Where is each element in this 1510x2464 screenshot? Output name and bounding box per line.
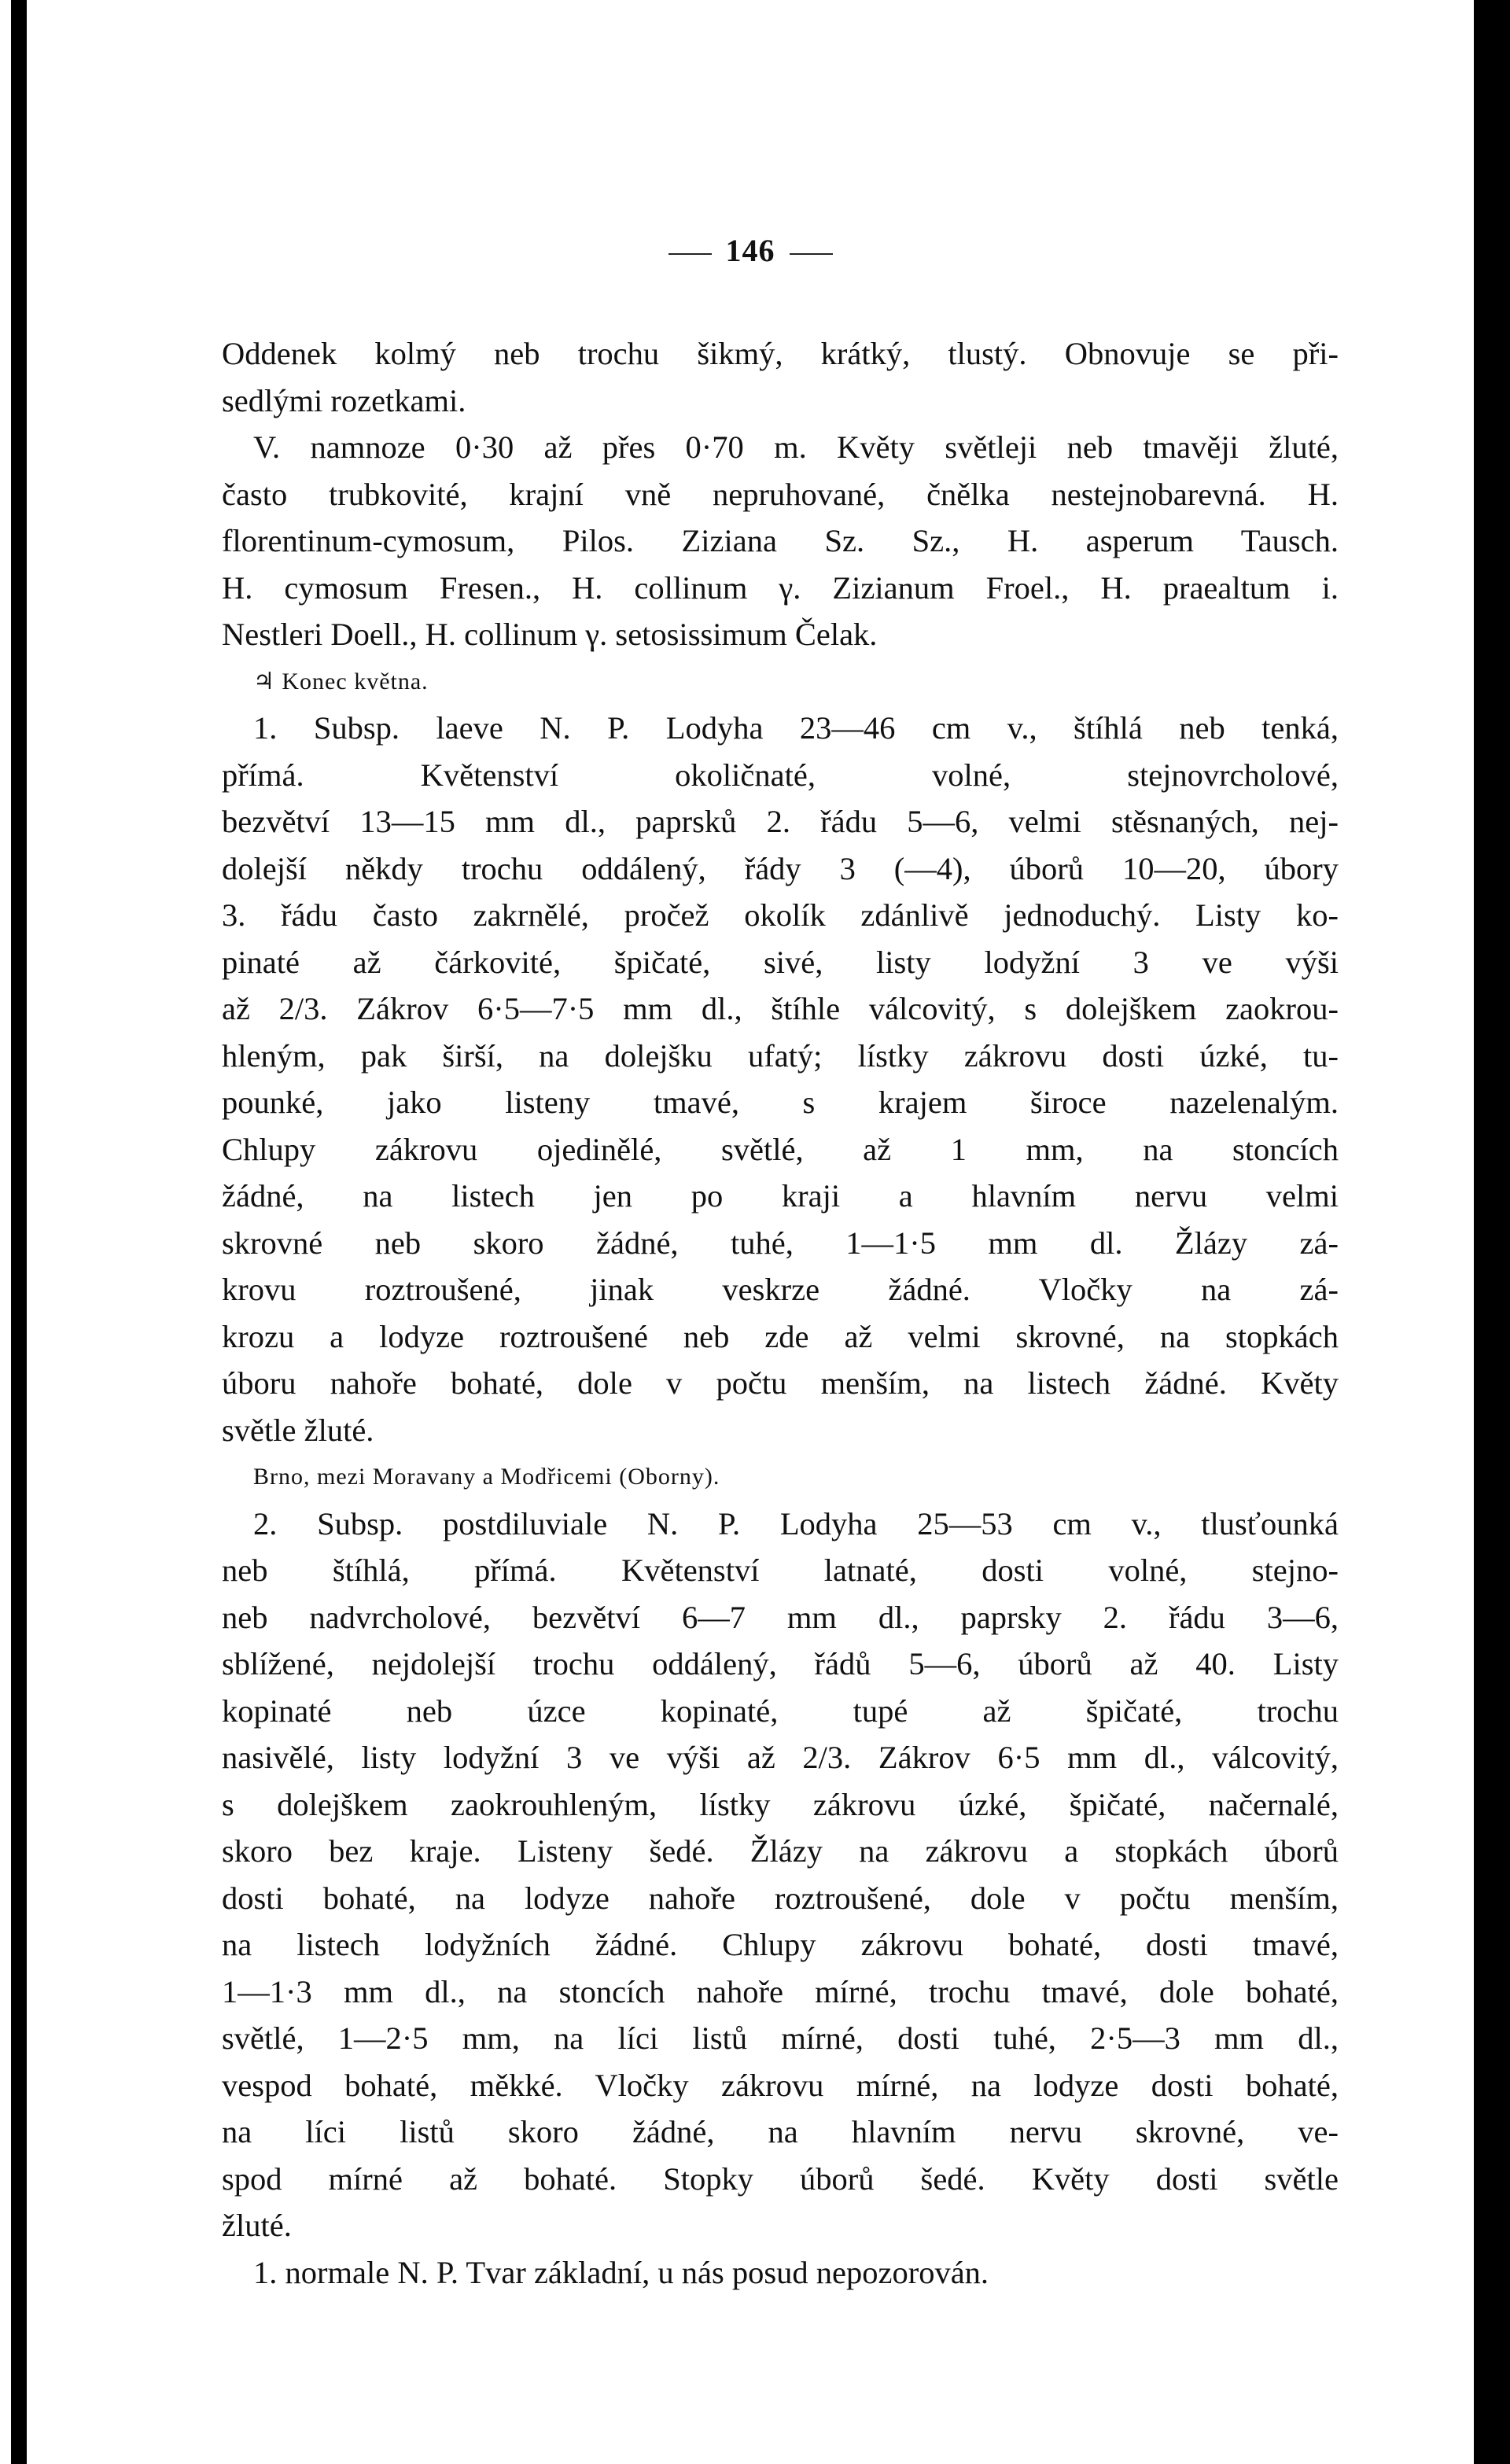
subspecies-heading: 1. Subsp. laeve N. P. Lodyha 23—46 cm v., štíhlá neb tenká, bbox=[253, 710, 1339, 746]
text-line: florentinum-cymosum, Pilos. Ziziana Sz. Sz., H. asperum Tausch. bbox=[222, 523, 1339, 558]
text-line: neb nadvrcholové, bezvětví 6—7 mm dl., paprsky 2. řádu 3—6, bbox=[222, 1599, 1339, 1635]
text-line: V. namnoze 0·30 až přes 0·70 m. Květy světleji neb tmavěji žluté, bbox=[253, 429, 1339, 465]
text-line: sedlými rozetkami. bbox=[222, 382, 466, 418]
text-line: H. cymosum Fresen., H. collinum γ. Zizianum Froel., H. praealtum i. bbox=[222, 569, 1339, 606]
dash-left bbox=[668, 253, 712, 255]
text-line: Chlupy zákrovu ojedinělé, světlé, až 1 mm, na stoncích bbox=[222, 1131, 1339, 1167]
text-line: dolejší někdy trochu oddálený, řády 3 (—4), úborů 10—20, úbory bbox=[222, 850, 1339, 886]
text-line: skrovné neb skoro žádné, tuhé, 1—1·5 mm dl. Žlázy zá- bbox=[222, 1225, 1339, 1261]
text-line: žluté. bbox=[222, 2208, 292, 2243]
locality-note: Brno, mezi Moravany a Modřicemi (Oborny). bbox=[253, 1464, 720, 1490]
text-line: pounké, jako listeny tmavé, s krajem široce nazelenalým. bbox=[222, 1085, 1339, 1120]
dash-right bbox=[790, 253, 833, 255]
text-line: neb štíhlá, přímá. Květenství latnaté, dosti volné, stejno- bbox=[222, 1552, 1339, 1588]
text-line: na líci listů skoro žádné, na hlavním nervu skrovné, ve- bbox=[222, 2114, 1339, 2149]
text-line: hleným, pak širší, na dolejšku ufatý; lístky zákrovu dosti úzké, tu- bbox=[222, 1037, 1339, 1074]
page-text bbox=[222, 330, 1339, 2296]
text-line: pinaté až čárkovité, špičaté, sivé, listy lodyžní 3 ve výši bbox=[222, 944, 1339, 980]
text-line: až 2/3. Zákrov 6·5—7·5 mm dl., štíhle válcovitý, s dolejškem zaokrou- bbox=[222, 991, 1339, 1026]
text-line: Nestleri Doell., H. collinum γ. setosissimum Čelak. bbox=[222, 617, 878, 652]
text-line: s dolejškem zaokrouhleným, lístky zákrovu úzké, špičaté, načernalé, bbox=[222, 1786, 1339, 1822]
text-line: 1—1·3 mm dl., na stoncích nahoře mírné, trochu tmavé, dole bohaté, bbox=[222, 1973, 1339, 2009]
text-line: žádné, na listech jen po kraji a hlavním nervu velmi bbox=[222, 1178, 1339, 1214]
text-line: krovu roztroušené, jinak veskrze žádné. Vločky na zá- bbox=[222, 1272, 1339, 1307]
text-line: přímá. Květenství okoličnaté, volné, stejnovrcholové, bbox=[222, 757, 1339, 793]
text-line: skoro bez kraje. Listeny šedé. Žlázy na zákrovu a stopkách úborů bbox=[222, 1833, 1339, 1869]
page-number: 146 bbox=[27, 232, 1474, 269]
text-line: 3. řádu často zakrnělé, pročež okolík zdánlivě jednoduchý. Listy ko- bbox=[222, 897, 1339, 933]
text-line: světlé, 1—2·5 mm, na líci listů mírné, dosti tuhé, 2·5—3 mm dl., bbox=[222, 2020, 1339, 2056]
text-line: úboru nahoře bohaté, dole v počtu menším, na listech žádné. Květy bbox=[222, 1365, 1339, 1401]
subspecies-heading: 2. Subsp. postdiluviale N. P. Lodyha 25—53 cm v., tlusťounká bbox=[253, 1505, 1339, 1541]
text-line: na listech lodyžních žádné. Chlupy zákrovu bohaté, dosti tmavé, bbox=[222, 1927, 1339, 1962]
text-line: vespod bohaté, měkké. Vločky zákrovu mírné, na lodyze dosti bohaté, bbox=[222, 2067, 1339, 2103]
text-line: nasivělé, listy lodyžní 3 ve výši až 2/3. Zákrov 6·5 mm dl., válcovitý, bbox=[222, 1740, 1339, 1775]
text-line: kopinaté neb úzce kopinaté, tupé až špičaté, trochu bbox=[222, 1692, 1339, 1729]
text-line: často trubkovité, krajní vně nepruhované, čnělka nestejnobarevná. H. bbox=[222, 476, 1339, 512]
text-line: dosti bohaté, na lodyze nahoře roztroušené, dole v počtu menším, bbox=[222, 1880, 1339, 1916]
form-line: 1. normale N. P. Tvar základní, u nás posud nepozorován. bbox=[253, 2254, 989, 2290]
flowering-note: ♃ Konec května. bbox=[253, 668, 429, 694]
text-line: spod mírné až bohaté. Stopky úborů šedé. Květy dosti světle bbox=[222, 2160, 1339, 2197]
text-line: krozu a lodyze roztroušené neb zde až velmi skrovné, na stopkách bbox=[222, 1318, 1339, 1354]
text-line: bezvětví 13—15 mm dl., paprsků 2. řádu 5—6, velmi stěsnaných, nej- bbox=[222, 804, 1339, 839]
text-line: Oddenek kolmý neb trochu šikmý, krátký, tlustý. Obnovuje se při- bbox=[222, 336, 1339, 371]
text-line: sblížené, nejdolejší trochu oddálený, řádů 5—6, úborů až 40. Listy bbox=[222, 1646, 1339, 1681]
text-line: světle žluté. bbox=[222, 1412, 374, 1448]
